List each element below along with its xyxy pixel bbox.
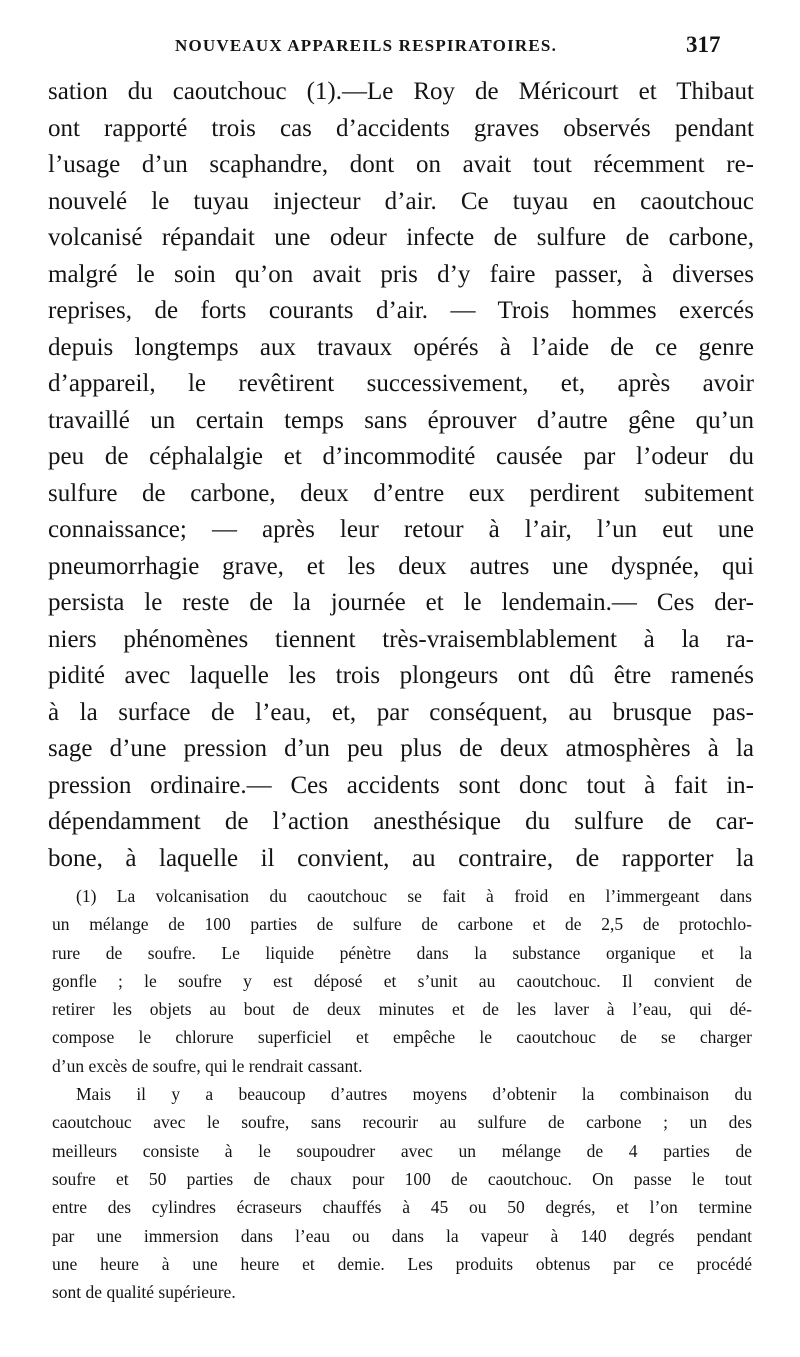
footnote-line: soufre et 50 parties de chaux pour 100 de caoutchouc. On passe le tout <box>52 1168 752 1189</box>
text-line: persista le reste de la journée et le lendemain.— Ces der- <box>48 589 754 616</box>
text-line: dépendamment de l’action anesthésique du sulfure de car- <box>48 808 754 835</box>
running-title: NOUVEAUX APPAREILS RESPIRATOIRES. <box>175 36 558 55</box>
footnote-line: d’un excès de soufre, qui le rendrait cassant. <box>52 1055 363 1076</box>
text-line: sation du caoutchouc (1).—Le Roy de Méricourt et Thibaut <box>48 78 754 105</box>
footnote-line: caoutchouc avec le soufre, sans recourir au sulfure de carbone ; un des <box>52 1112 752 1133</box>
footnote-line: gonfle ; le soufre y est déposé et s’unit au caoutchouc. Il convient de <box>52 970 752 991</box>
text-line: depuis longtemps aux travaux opérés à l’aide de ce genre <box>48 333 754 361</box>
text-line: niers phénomènes tiennent très-vraisemblablement à la ra- <box>48 625 754 653</box>
text-line: connaissance; — après leur retour à l’air, l’un eut une <box>48 516 754 543</box>
text-line: pneumorrhagie grave, et les deux autres une dyspnée, qui <box>48 552 754 580</box>
footnote-line: sont de qualité supérieure. <box>52 1282 236 1303</box>
text-line: travaillé un certain temps sans éprouver d’autre gêne qu’un <box>48 406 754 434</box>
footnote-line: (1) La volcanisation du caoutchouc se fait à froid en l’immergeant dans <box>76 886 752 906</box>
footnote-line: compose le chlorure superficiel et empêche le caoutchouc de se charger <box>52 1027 752 1048</box>
footnote-line: meilleurs consiste à le soupoudrer avec un mélange de 4 parties de <box>52 1140 752 1161</box>
text-line: bone, à laquelle il convient, au contraire, de rapporter la <box>48 844 754 872</box>
text-line: pidité avec laquelle les trois plongeurs ont dû être ramenés <box>48 662 754 689</box>
footnote-line: Mais il y a beaucoup d’autres moyens d’obtenir la combinaison du <box>76 1084 752 1105</box>
footnote-line: une heure à une heure et demie. Les produits obtenus par ce procédé <box>52 1253 752 1274</box>
text-line: sage d’une pression d’un peu plus de deux atmosphères à la <box>48 735 754 762</box>
text-line: sulfure de carbone, deux d’entre eux perdirent subitement <box>48 479 754 507</box>
footnote-line: par une immersion dans l’eau ou dans la vapeur à 140 degrés pendant <box>52 1225 752 1246</box>
page-header <box>0 32 800 66</box>
text-line: reprises, de forts courants d’air. — Trois hommes exercés <box>48 297 754 324</box>
text-line: d’appareil, le revêtirent successivement, et, après avoir <box>48 370 754 397</box>
main-text <box>48 74 754 877</box>
footnote-block <box>52 882 752 1306</box>
text-line: l’usage d’un scaphandre, dont on avait tout récemment re- <box>48 151 754 178</box>
text-line: ont rapporté trois cas d’accidents graves observés pendant <box>48 114 754 142</box>
footnote-line: retirer les objets au bout de deux minutes et de les laver à l’eau, qui dé- <box>52 999 752 1020</box>
text-line: peu de céphalalgie et d’incommodité causée par l’odeur du <box>48 443 754 470</box>
text-line: pression ordinaire.— Ces accidents sont donc tout à fait in- <box>48 771 754 799</box>
text-line: nouvelé le tuyau injecteur d’air. Ce tuyau en caoutchouc <box>48 187 754 215</box>
text-line: malgré le soin qu’on avait pris d’y faire passer, à diverses <box>48 260 754 288</box>
text-line: à la surface de l’eau, et, par conséquent, au brusque pas- <box>48 698 754 726</box>
page-number: 317 <box>686 32 721 57</box>
footnote-line: rure de soufre. Le liquide pénètre dans la substance organique et la <box>52 942 752 963</box>
footnote-line: un mélange de 100 parties de sulfure de carbone et de 2,5 de protochlo- <box>52 914 752 935</box>
footnote-line: entre des cylindres écraseurs chauffés à 45 ou 50 degrés, et l’on termine <box>52 1197 752 1218</box>
text-line: volcanisé répandait une odeur infecte de sulfure de carbone, <box>48 224 754 251</box>
